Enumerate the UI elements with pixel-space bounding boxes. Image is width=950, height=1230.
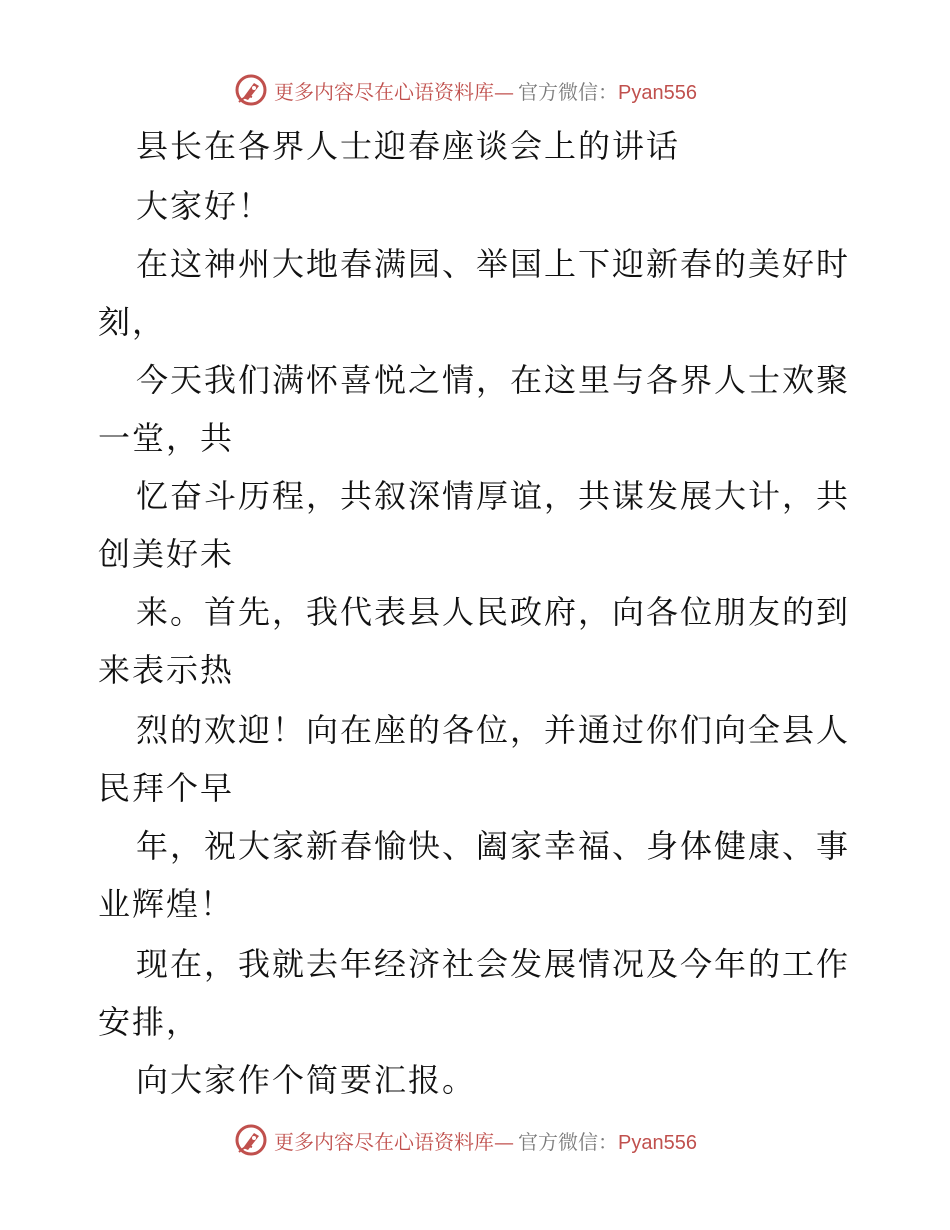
watermark-wechat-id: Pyan556	[618, 81, 697, 104]
paragraph-line: 安排，	[98, 1003, 201, 1041]
paragraph-line: 忆奋斗历程，共叙深情厚谊，共谋发展大计，共	[136, 477, 851, 515]
header-watermark	[234, 70, 697, 110]
watermark-wechat-label: 官方微信：	[518, 79, 618, 104]
paragraph-line: 烈的欢迎！向在座的各位，并通过你们向全县人	[136, 711, 851, 749]
watermark-text	[274, 76, 697, 105]
paragraph-line: 刻，	[98, 303, 167, 341]
paragraph-line: 大家好！	[136, 187, 273, 225]
watermark-text	[274, 1126, 697, 1155]
watermark-dash: —	[494, 79, 514, 104]
watermark-wechat-id: Pyan556	[618, 1131, 697, 1154]
paragraph-line: 在这神州大地春满园、举国上下迎新春的美好时	[136, 245, 851, 283]
pen-nib-circle-icon	[234, 73, 268, 107]
paragraph-line: 创美好未	[98, 535, 235, 573]
paragraph-line: 一堂，共	[98, 419, 235, 457]
paragraph-line: 今天我们满怀喜悦之情，在这里与各界人士欢聚	[136, 361, 851, 399]
document-title: 县长在各界人士迎春座谈会上的讲话	[136, 127, 681, 165]
paragraph-line: 向大家作个简要汇报。	[136, 1061, 477, 1099]
pen-nib-circle-icon	[234, 1123, 268, 1157]
paragraph-line: 现在，我就去年经济社会发展情况及今年的工作	[136, 945, 851, 983]
paragraph-line: 年，祝大家新春愉快、阖家幸福、身体健康、事	[136, 827, 851, 865]
watermark-site-text: 更多内容尽在心语资料库	[274, 1129, 494, 1154]
paragraph-line: 来表示热	[98, 651, 235, 689]
footer-watermark	[234, 1120, 697, 1160]
watermark-wechat-label: 官方微信：	[518, 1129, 618, 1154]
paragraph-line: 业辉煌！	[98, 885, 235, 923]
paragraph-line: 来。首先，我代表县人民政府，向各位朋友的到	[136, 593, 851, 631]
paragraph-line: 民拜个早	[98, 769, 235, 807]
watermark-site-text: 更多内容尽在心语资料库	[274, 79, 494, 104]
watermark-dash: —	[494, 1129, 514, 1154]
